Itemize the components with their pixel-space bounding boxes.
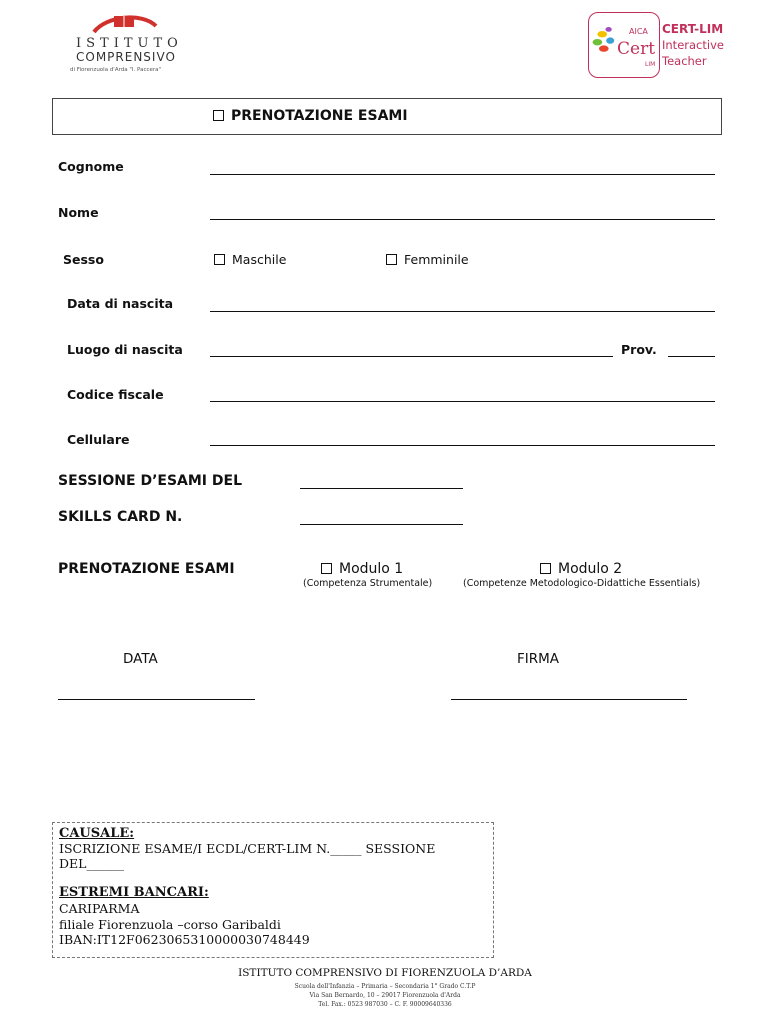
prov-field[interactable]: [668, 356, 715, 357]
causale-line-2: DEL______: [59, 856, 124, 871]
logo-line-1: ISTITUTO: [76, 36, 183, 51]
causale-line-1: ISCRIZIONE ESAME/I ECDL/CERT-LIM N._____ SESSIONE: [59, 841, 436, 856]
form-title-text: PRENOTAZIONE ESAMI: [231, 108, 408, 124]
sesso-femminile-option[interactable]: [386, 252, 469, 267]
nome-field[interactable]: [210, 219, 715, 220]
checkbox-icon[interactable]: [214, 254, 225, 265]
footer-line-3: Via San Bernardo, 10 – 29017 Fiorenzuola d'Arda: [309, 992, 461, 999]
nome-label: Nome: [58, 205, 99, 220]
causale-box: [52, 822, 494, 958]
prenotazione-esami-label: PRENOTAZIONE ESAMI: [58, 561, 235, 577]
bank-name: CARIPARMA: [59, 901, 140, 916]
sessione-field[interactable]: [300, 488, 463, 489]
cellulare-label: Cellulare: [67, 432, 130, 447]
logo-line-3: di Fiorenzuola d'Arda "I. Paccera": [70, 67, 162, 73]
logo-title-3: Teacher: [662, 54, 707, 68]
data-field[interactable]: [58, 699, 255, 700]
form-title-box: [52, 98, 722, 135]
modulo-1-sub: (Competenza Strumentale): [303, 578, 433, 589]
skills-card-field[interactable]: [300, 524, 463, 525]
luogo-nascita-label: Luogo di nascita: [67, 342, 183, 357]
data-label: DATA: [123, 651, 158, 667]
prov-label: Prov.: [621, 342, 657, 357]
maschile-text: Maschile: [232, 252, 287, 267]
logo-title-2: Interactive: [662, 38, 724, 52]
cert-text: Cert: [617, 39, 656, 59]
modulo-2-sub: (Competenze Metodologico-Didattiche Essentials): [463, 578, 701, 589]
femminile-text: Femminile: [404, 252, 469, 267]
bank-title: ESTREMI BANCARI:: [59, 885, 209, 900]
firma-field[interactable]: [451, 699, 687, 700]
modulo-2-option[interactable]: [540, 561, 622, 577]
codice-fiscale-field[interactable]: [210, 401, 715, 402]
book-swoosh-icon: [86, 12, 162, 34]
data-nascita-label: Data di nascita: [67, 296, 174, 311]
cellulare-field[interactable]: [210, 445, 715, 446]
modulo-1-text: Modulo 1: [339, 561, 404, 577]
footer-line-4: Tel. Fax.: 0523 987030 – C. F. 90009640336: [318, 1001, 452, 1008]
checkbox-icon[interactable]: [540, 563, 551, 574]
data-nascita-field[interactable]: [210, 311, 715, 312]
bank-iban: IBAN:IT12F0623065310000030748449: [59, 932, 310, 947]
footer-title: ISTITUTO COMPRENSIVO DI FIORENZUOLA D’ARDA: [238, 967, 532, 979]
codice-fiscale-label: Codice fiscale: [67, 387, 164, 402]
bank-branch: filiale Fiorenzuola –corso Garibaldi: [59, 917, 281, 932]
sesso-label: Sesso: [63, 252, 104, 267]
checkbox-icon[interactable]: [321, 563, 332, 574]
checkbox-icon[interactable]: [386, 254, 397, 265]
checkbox-icon[interactable]: [213, 110, 224, 121]
logo-line-2: COMPRENSIVO: [76, 50, 176, 64]
firma-label: FIRMA: [517, 651, 560, 667]
logo-title-1: CERT-LIM: [662, 22, 724, 36]
lim-text: LIM: [645, 61, 656, 68]
sessione-label: SESSIONE D’ESAMI DEL: [58, 473, 242, 489]
logo-frame: [588, 12, 660, 78]
footer-line-2: Scuola dell'Infanzia – Primaria – Secondaria 1° Grado C.T.P: [294, 983, 476, 990]
school-logo: [62, 12, 202, 74]
luogo-nascita-field[interactable]: [210, 356, 613, 357]
cognome-label: Cognome: [58, 159, 124, 174]
cert-lim-logo: [588, 12, 738, 78]
sesso-maschile-option[interactable]: [214, 252, 286, 267]
form-title: [213, 108, 408, 124]
cognome-field[interactable]: [210, 174, 715, 175]
modulo-1-option[interactable]: [321, 561, 403, 577]
skills-card-label: SKILLS CARD N.: [58, 509, 183, 525]
aica-text: AICA: [629, 27, 648, 36]
causale-title: CAUSALE:: [59, 826, 135, 841]
modulo-2-text: Modulo 2: [558, 561, 623, 577]
